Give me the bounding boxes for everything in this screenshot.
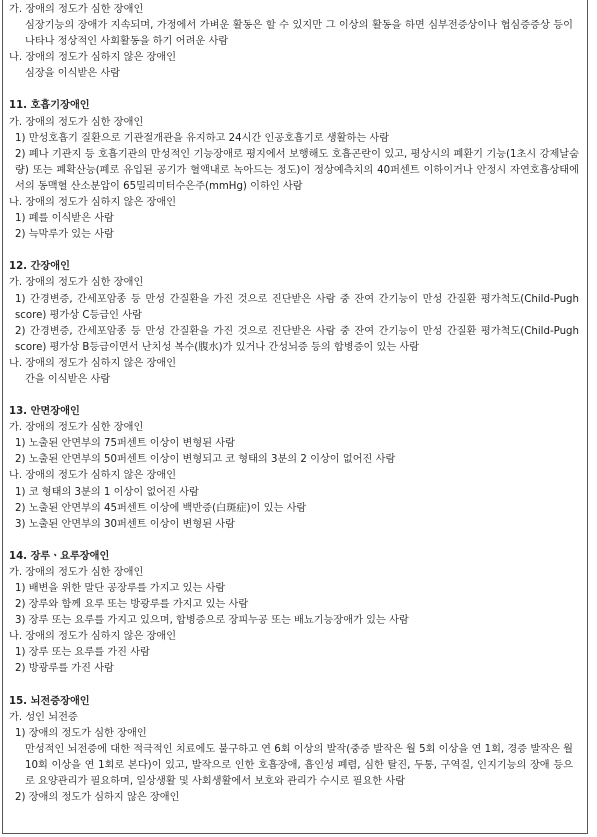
s12-b-label: 나. 장애의 정도가 심하지 않은 장애인: [9, 357, 177, 369]
intro-b-label: 나. 장애의 정도가 심하지 않은 장애인: [9, 52, 177, 64]
s14-a-label: 가. 장애의 정도가 심한 장애인: [9, 566, 144, 578]
s11-a2: 2) 폐나 기관지 등 호흡기관의 만성적인 기능장애로 평지에서 보행해도 호흡곤란이 있고, 평상시의 폐환기 기능(1초시 강제날숨량) 또는 폐확산능(폐로 유입된 공기가 혈액내로 녹아드는 정도)이 정상예측치의 40퍼센트 이하이거나 안정시 자연호흡상태에서의 동맥혈 산소분압이 65밀리미터수은주(mmHg) 이하인 사람: [15, 148, 579, 192]
s12-a1: 1) 간경변증, 간세포암종 등 만성 간질환을 가진 것으로 진단받은 사람 중 잔여 간기능이 만성 간질환 평가척도(Child-Pugh score) 평가상 C등급인 사람: [15, 293, 579, 321]
s14-b-label: 나. 장애의 정도가 심하지 않은 장애인: [9, 631, 177, 643]
s13-b1: 1) 코 형태의 3분의 1 이상이 없어진 사람: [15, 486, 199, 498]
s13-b-label: 나. 장애의 정도가 심하지 않은 장애인: [9, 470, 177, 482]
s13-a2: 2) 노출된 안면부의 50퍼센트 이상이 변형되고 코 형태의 3분의 2 이상이 없어진 사람: [15, 454, 396, 466]
section-title-stoma: 14. 장루ㆍ요루장애인: [9, 550, 110, 562]
s12-a2: 2) 간경변증, 간세포암종 등 만성 간질환을 가진 것으로 진단받은 사람 중 잔여 간기능이 만성 간질환 평가척도(Child-Pugh score) 평가상 B등급이면서 난치성 복수(腹水)가 있거나 간성뇌증 등의 합병증이 있는 사람: [15, 325, 579, 353]
intro-b-text: 심장을 이식받은 사람: [25, 68, 121, 80]
s15-a1-label: 1) 장애의 정도가 심한 장애인: [15, 727, 147, 739]
s15-a-label: 가. 성인 뇌전증: [9, 711, 78, 723]
s14-b1: 1) 장루 또는 요루를 가진 사람: [15, 647, 150, 659]
intro-a-text: 심장기능의 장애가 지속되며, 가정에서 가벼운 활동은 할 수 있지만 그 이상의 활동을 하면 심부전증상이나 협심증증상 등이 나타나 정상적인 사회활동을 하기 어려운 사람: [25, 20, 573, 48]
s11-a1: 1) 만성호흡기 질환으로 기관절개관을 유지하고 24시간 인공호흡기로 생활하는 사람: [15, 132, 390, 144]
s13-b3: 3) 노출된 안면부의 30퍼센트 이상이 변형된 사람: [15, 518, 235, 530]
s14-a2: 2) 장루와 함께 요루 또는 방광루를 가지고 있는 사람: [15, 599, 249, 611]
s13-b2: 2) 노출된 안면부의 45퍼센트 이상에 백반증(白斑症)이 있는 사람: [15, 502, 307, 514]
section-title-epilepsy: 15. 뇌전증장애인: [9, 695, 90, 707]
intro-a-label: 가. 장애의 정도가 심한 장애인: [9, 4, 144, 15]
s11-b2: 2) 늑막루가 있는 사람: [15, 229, 114, 241]
s11-a-label: 가. 장애의 정도가 심한 장애인: [9, 116, 144, 128]
s11-b-label: 나. 장애의 정도가 심하지 않은 장애인: [9, 197, 177, 209]
s13-a-label: 가. 장애의 정도가 심한 장애인: [9, 422, 144, 434]
s12-a-label: 가. 장애의 정도가 심한 장애인: [9, 277, 144, 289]
section-title-respiratory: 11. 호흡기장애인: [9, 100, 90, 112]
s15-a1-text: 만성적인 뇌전증에 대한 적극적인 치료에도 불구하고 연 6회 이상의 발작(중증 발작은 월 5회 이상을 연 1회, 경증 발작은 월 10회 이상을 연 1회로 본다)이 있고, 발작으로 인한 호흡장애, 흡인성 폐렴, 심한 탈진, 두통, 구역질, 인지기능의 장애 등으로 요양관리가 필요하며, 일상생활 및 사회생활에서 보호와 관리가 수시로 필요한 사람: [25, 743, 573, 788]
s14-a3: 3) 장루 또는 요루를 가지고 있으며, 합병증으로 장피누공 또는 배뇨기능장애가 있는 사람: [15, 615, 409, 627]
s13-a1: 1) 노출된 안면부의 75퍼센트 이상이 변형된 사람: [15, 438, 235, 450]
s14-a1: 1) 배변을 위한 말단 공장루를 가지고 있는 사람: [15, 583, 226, 594]
section-title-facial: 13. 안면장애인: [9, 406, 80, 418]
s12-b-text: 간을 이식받은 사람: [25, 373, 111, 385]
s14-b2: 2) 방광루를 가진 사람: [15, 663, 114, 675]
section-title-liver: 12. 간장애인: [9, 261, 70, 273]
document-page: [2, 0, 588, 834]
s15-a2-label: 2) 장애의 정도가 심하지 않은 장애인: [15, 792, 180, 804]
s11-b1: 1) 폐를 이식받은 사람: [15, 213, 114, 225]
